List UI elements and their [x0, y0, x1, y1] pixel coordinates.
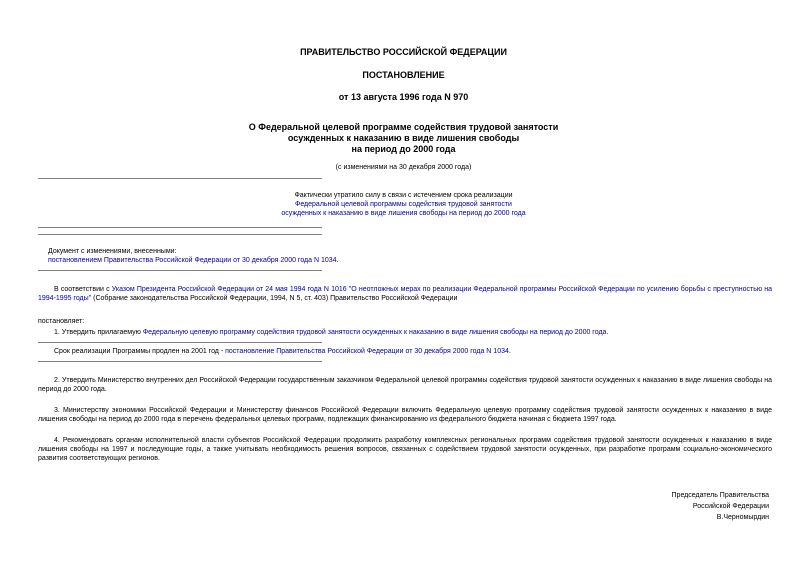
amendment-link[interactable]: постановлением Правительства Российской Федерации от 30 декабря 2000 года N 1034 [48, 257, 337, 264]
extension-note: Срок реализации Программы продлен на 2001 год - постановление Правительства Российской Федерации от 30 декабря 2000 года N 1034. [54, 348, 511, 355]
doc-title [0, 122, 807, 155]
program-link[interactable]: Федеральную целевую программу содействия трудовой занятости осужденных к наказанию в виде лишения свободы на период до 2000 года [142, 329, 607, 336]
signature-name: В.Черномырдин [716, 514, 769, 521]
divider [38, 234, 322, 235]
signature-block [672, 490, 769, 523]
changes-note: (с изменениями на 30 декабря 2000 года) [335, 164, 472, 171]
doc-date-number: от 13 августа 1996 года N 970 [338, 92, 469, 102]
decides-label: постановляет: [38, 318, 85, 325]
doc-type: ПОСТАНОВЛЕНИЕ [362, 70, 445, 80]
amendments-block: Документ с изменениями, внесенными: постановлением Правительства Российской Федерации от 30 декабря 2000 года N 1034. [48, 247, 768, 265]
notice-line-1: Фактически утратило силу в связи с истечением срока реализации [294, 192, 513, 199]
item-3: 3. Министерству экономики Российской Федерации и Министерству финансов Российской Федерации включить Федеральную целевую программу содействия трудовой занятости осужденных к наказанию в виде лишения свободы на период до 2000 года в перечень федеральных целевых программ, подлежащих финансированию из федерального бюджета начиная с бюджета 1997 года. [38, 407, 772, 423]
notice-link-line-3[interactable]: осужденных к наказанию в виде лишения свободы на период до 2000 года [281, 210, 526, 217]
item-2: 2. Утвердить Министерство внутренних дел Российской Федерации государственным заказчиком Федеральной целевой программы содействия трудовой занятости осужденных к наказанию в виде лишения свободы на период до 2000 года. [38, 377, 772, 393]
amendments-label: Документ с изменениями, внесенными: [48, 248, 177, 255]
extension-link[interactable]: постановление Правительства Российской Федерации от 30 декабря 2000 года N 1034 [225, 348, 509, 355]
title-line-1: О Федеральной целевой программе содействия трудовой занятости [248, 122, 559, 132]
item-1: 1. Утвердить прилагаемую Федеральную целевую программу содействия трудовой занятости осужденных к наказанию в виде лишения свободы на период до 2000 года. [54, 329, 609, 336]
divider [38, 227, 322, 228]
title-line-2: осужденных к наказанию в виде лишения свободы [287, 133, 520, 143]
preamble: В соответствии с Указом Президента Российской Федерации от 24 мая 1994 года N 1016 "О неотложных мерах по реализации Федеральной программы Российской Федерации по усилению борьбы с преступностью на 1994-1995 годы" (Собрание законодательства Российской Федерации, 1994, N 5, ст. 403) Правительство Российской Федерации [38, 286, 773, 302]
divider [38, 361, 322, 362]
title-line-3: на период до 2000 года [351, 144, 456, 154]
presidential-decree-link[interactable]: Указом Президента Российской Федерации от 24 мая 1994 года N 1016 "О неотложных мерах по реализации Федеральной программы Российской Федерации по усилению борьбы с преступностью на 1994-1995 годы" [38, 286, 773, 302]
signature-line-1: Председатель Правительства [671, 492, 769, 499]
org-name: ПРАВИТЕЛЬСТВО РОССИЙСКОЙ ФЕДЕРАЦИИ [300, 47, 507, 57]
signature-line-2: Российской Федерации [692, 503, 769, 510]
divider [38, 342, 322, 343]
notice-link-line-2[interactable]: Федеральной целевой программы содействия трудовой занятости [295, 201, 512, 208]
item-4: 4. Рекомендовать органам исполнительной власти субъектов Российской Федерации продолжить разработку комплексных региональных программ содействия трудовой занятости осужденных к наказанию в виде лишения свободы на 1997 и последующие годы, а также учитывать необходимость решения вопросов, связанных с содействием трудовой занятости осужденных, при разработке программ социально-экономического развития соответствующих регионов. [38, 437, 772, 462]
divider [38, 178, 322, 179]
lost-force-notice [0, 191, 807, 218]
divider [38, 270, 322, 271]
